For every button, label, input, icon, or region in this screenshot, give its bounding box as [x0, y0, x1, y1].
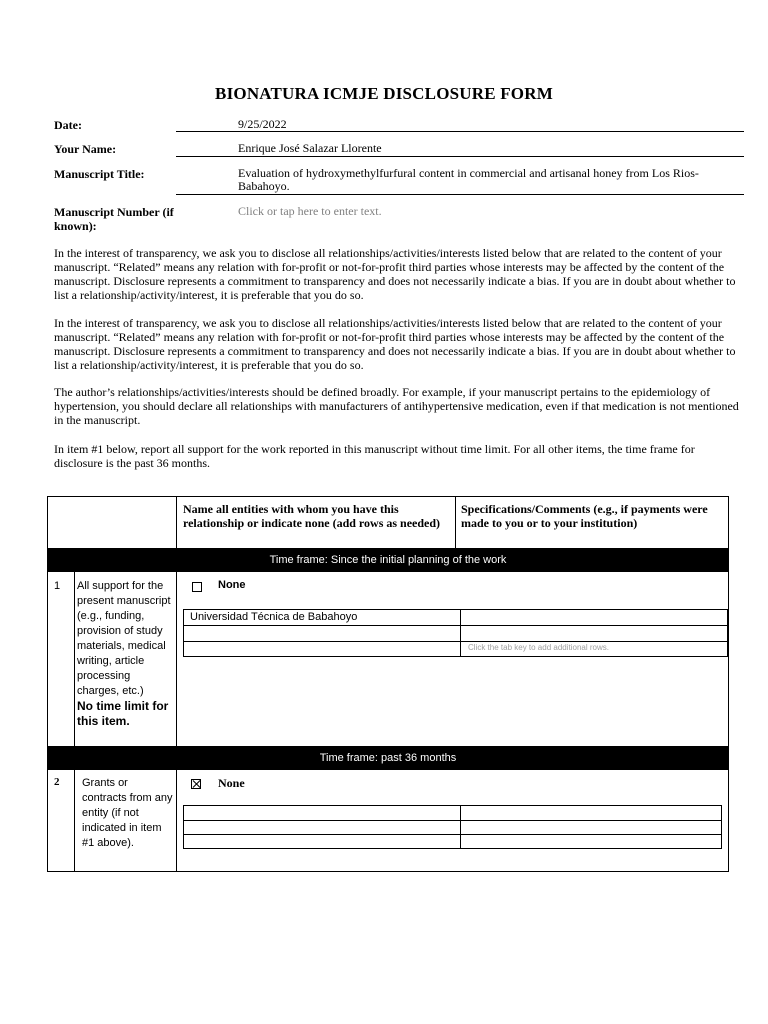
item-1-grid-line-2: [183, 641, 728, 642]
name-label: Your Name:: [54, 142, 117, 156]
item-1-grid-vline: [460, 609, 461, 657]
intro-paragraph-1: In the interest of transparency, we ask you to disclose all relationships/activities/interests listed below that are related to the content of your manuscript. “Related” means any relation with for-profit or not-for-profit third parties whose interests may be affected by the content of the manuscript. Disclosure represents a commitment to transparency and does not necessarily indicate a bias. If you are in doubt about whether to list a relationship/activity/interest, it is preferable that you do so.: [54, 246, 736, 302]
intro-paragraph-2: In the interest of transparency, we ask you to disclose all relationships/activities/interests listed below that are related to the content of your manuscript. “Related” means any relation with for-profit or not-for-profit third parties whose interests may be affected by the content of the manuscript. Disclosure represents a commitment to transparency and does not necessarily indicate a bias. If you are in doubt about whether to list a relationship/activity/interest, it is preferable that you do so.: [54, 316, 736, 372]
form-title: BIONATURA ICMJE DISCLOSURE FORM: [215, 84, 553, 103]
timeframe-band-initial: Time frame: Since the initial planning of the work: [48, 548, 728, 572]
item-2-entity-grid: [183, 805, 722, 849]
row1-divider-b: [176, 572, 177, 746]
item-2-none-checkbox[interactable]: [191, 779, 201, 789]
item-1-note: No time limit for this item.: [77, 699, 169, 728]
item-1-none-checkbox[interactable]: [192, 582, 202, 592]
item-1-add-rows-hint: Click the tab key to add additional rows.: [468, 643, 609, 652]
timeframe-band-36-months: Time frame: past 36 months: [48, 746, 728, 770]
name-field[interactable]: Enrique José Salazar Llorente: [238, 141, 382, 155]
date-underline: [176, 131, 744, 132]
row2-divider-b: [176, 770, 177, 872]
item-1-description: [77, 579, 173, 729]
date-label: Date:: [54, 118, 82, 132]
item-2-number: 2: [54, 776, 60, 788]
item-2-none-label: None: [218, 776, 245, 790]
item-1-grid-line-1: [183, 625, 728, 626]
intro-paragraph-3: The author’s relationships/activities/interests should be defined broadly. For example, if your manuscript pertains to the epidemiology of hypertension, you should declare all relationships with manufacturers of antihypertensive medication, even if that medication is not mentioned in the manuscript.: [54, 385, 739, 427]
item-2-grid-line-1: [183, 820, 722, 821]
header-divider-2: [455, 496, 456, 548]
name-underline: [176, 156, 744, 157]
row2-divider-a: [74, 770, 75, 872]
item-1-entity-1[interactable]: Universidad Técnica de Babahoyo: [190, 611, 358, 623]
manuscript-number-label: Manuscript Number (if known):: [54, 205, 174, 233]
row1-divider-a: [74, 572, 75, 746]
date-field[interactable]: 9/25/2022: [238, 117, 287, 131]
item-1-none-label: None: [218, 579, 246, 591]
item-1-desc-text: All support for the present manuscript (e.g., funding, provision of study materials, medical writing, article processing charges, etc.): [77, 580, 171, 697]
manuscript-title-underline: [176, 194, 744, 195]
intro-paragraph-4: In item #1 below, report all support for the work reported in this manuscript without time limit. For all other items, the time frame for disclosure is the past 36 months.: [54, 442, 695, 470]
item-2-description: Grants or contracts from any entity (if not indicated in item #1 above).: [82, 777, 173, 849]
item-2-grid-vline: [460, 805, 461, 849]
item-1-number: 1: [54, 580, 61, 592]
col-entities-header: Name all entities with whom you have this relationship or indicate none (add rows as needed): [183, 502, 441, 530]
manuscript-number-field[interactable]: Click or tap here to enter text.: [238, 204, 382, 218]
header-divider-1: [176, 496, 177, 548]
col-comments-header: Specifications/Comments (e.g., if payments were made to you or to your institution): [461, 502, 708, 530]
item-2-grid-line-2: [183, 834, 722, 835]
manuscript-title-label: Manuscript Title:: [54, 167, 145, 181]
manuscript-title-field[interactable]: Evaluation of hydroxymethylfurfural content in commercial and artisanal honey from Los Rios-Babahoyo.: [238, 166, 699, 193]
